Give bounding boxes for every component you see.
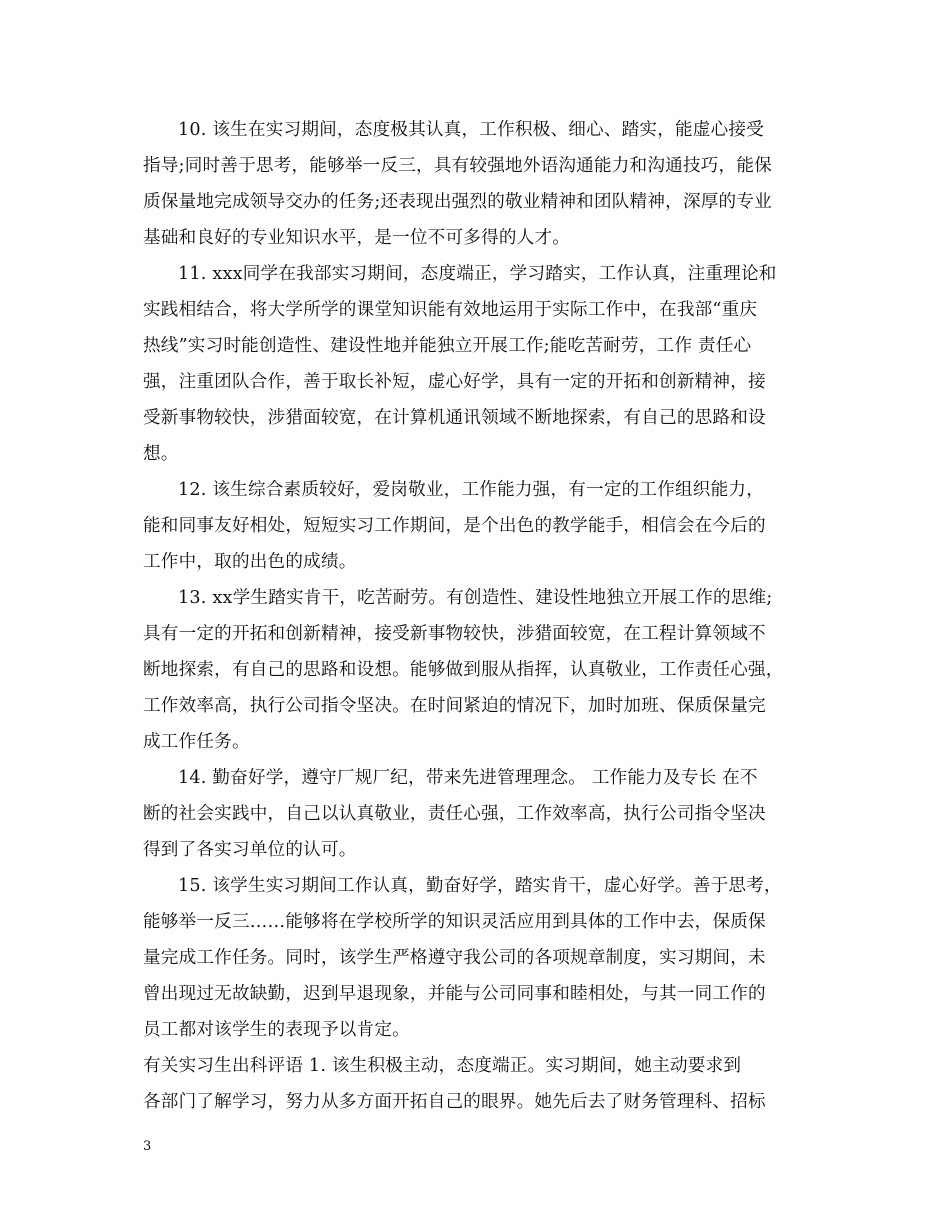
text-line: 能够举一反三……能够将在学校所学的知识灵活应用到具体的工作中去，保质保 — [143, 912, 766, 932]
text-line: 13. xx学生踏实肯干，吃苦耐劳。有创造性、建设性地独立开展工作的思维; — [178, 588, 773, 608]
text-line: 工作效率高，执行公司指令坚决。在时间紧迫的情况下，加时加班、保质保量完 — [143, 696, 766, 716]
text-line: 各部门了解学习，努力从多方面开拓自己的眼界。她先后去了财务管理科、招标 — [143, 1092, 766, 1112]
text-line: 员工都对该学生的表现予以肯定。 — [143, 1020, 410, 1040]
text-line: 断地探索，有自己的思路和设想。能够做到服从指挥，认真敬业，工作责任心强， — [143, 660, 784, 680]
page-number: 3 — [143, 1139, 152, 1154]
text-line: 10. 该生在实习期间，态度极其认真，工作积极、细心、踏实，能虚心接受 — [178, 120, 764, 140]
text-line: 强，注重团队合作，善于取长补短，虚心好学，具有一定的开拓和创新精神，接 — [143, 372, 766, 392]
text-line: 受新事物较快，涉猎面较宽，在计算机通讯领域不断地探索，有自己的思路和设 — [143, 408, 766, 428]
text-line: 基础和良好的专业知识水平，是一位不可多得的人才。 — [143, 228, 571, 248]
text-line: 成工作任务。 — [143, 732, 250, 752]
text-line: 能和同事友好相处，短短实习工作期间，是个出色的教学能手，相信会在今后的 — [143, 516, 766, 536]
text-line: 得到了各实习单位的认可。 — [143, 840, 357, 860]
text-line: 断的社会实践中，自己以认真敬业，责任心强，工作效率高，执行公司指令坚决 — [143, 804, 766, 824]
text-line: 工作中，取的出色的成绩。 — [143, 552, 357, 572]
text-line: 热线”实习时能创造性、建设性地并能独立开展工作;能吃苦耐劳，工作 责任心 — [143, 336, 752, 356]
text-line: 质保量地完成领导交办的任务;还表现出强烈的敬业精神和团队精神，深厚的专业 — [143, 192, 772, 212]
text-line: 14. 勤奋好学，遵守厂规厂纪，带来先进管理理念。 工作能力及专长 在不 — [178, 768, 758, 788]
text-line: 指导;同时善于思考，能够举一反三，具有较强地外语沟通能力和沟通技巧，能保 — [143, 156, 772, 176]
text-line: 15. 该学生实习期间工作认真，勤奋好学，踏实肯干，虚心好学。善于思考， — [178, 876, 782, 896]
text-line: 曾出现过无故缺勤，迟到早退现象，并能与公司同事和睦相处，与其一同工作的 — [143, 984, 766, 1004]
text-line: 12. 该生综合素质较好，爱岗敬业，工作能力强，有一定的工作组织能力， — [178, 480, 764, 500]
text-line: 想。 — [143, 444, 179, 464]
text-line: 有关实习生出科评语 1. 该生积极主动，态度端正。实习期间，她主动要求到 — [143, 1056, 742, 1076]
text-line: 具有一定的开拓和创新精神，接受新事物较快，涉猎面较宽，在工程计算领域不 — [143, 624, 766, 644]
text-line: 实践相结合，将大学所学的课堂知识能有效地运用于实际工作中，在我部“重庆 — [143, 300, 758, 320]
text-line: 量完成工作任务。同时，该学生严格遵守我公司的各项规章制度，实习期间，未 — [143, 948, 766, 968]
text-line: 11. xxx同学在我部实习期间，态度端正，学习踏实，工作认真，注重理论和 — [178, 264, 777, 284]
